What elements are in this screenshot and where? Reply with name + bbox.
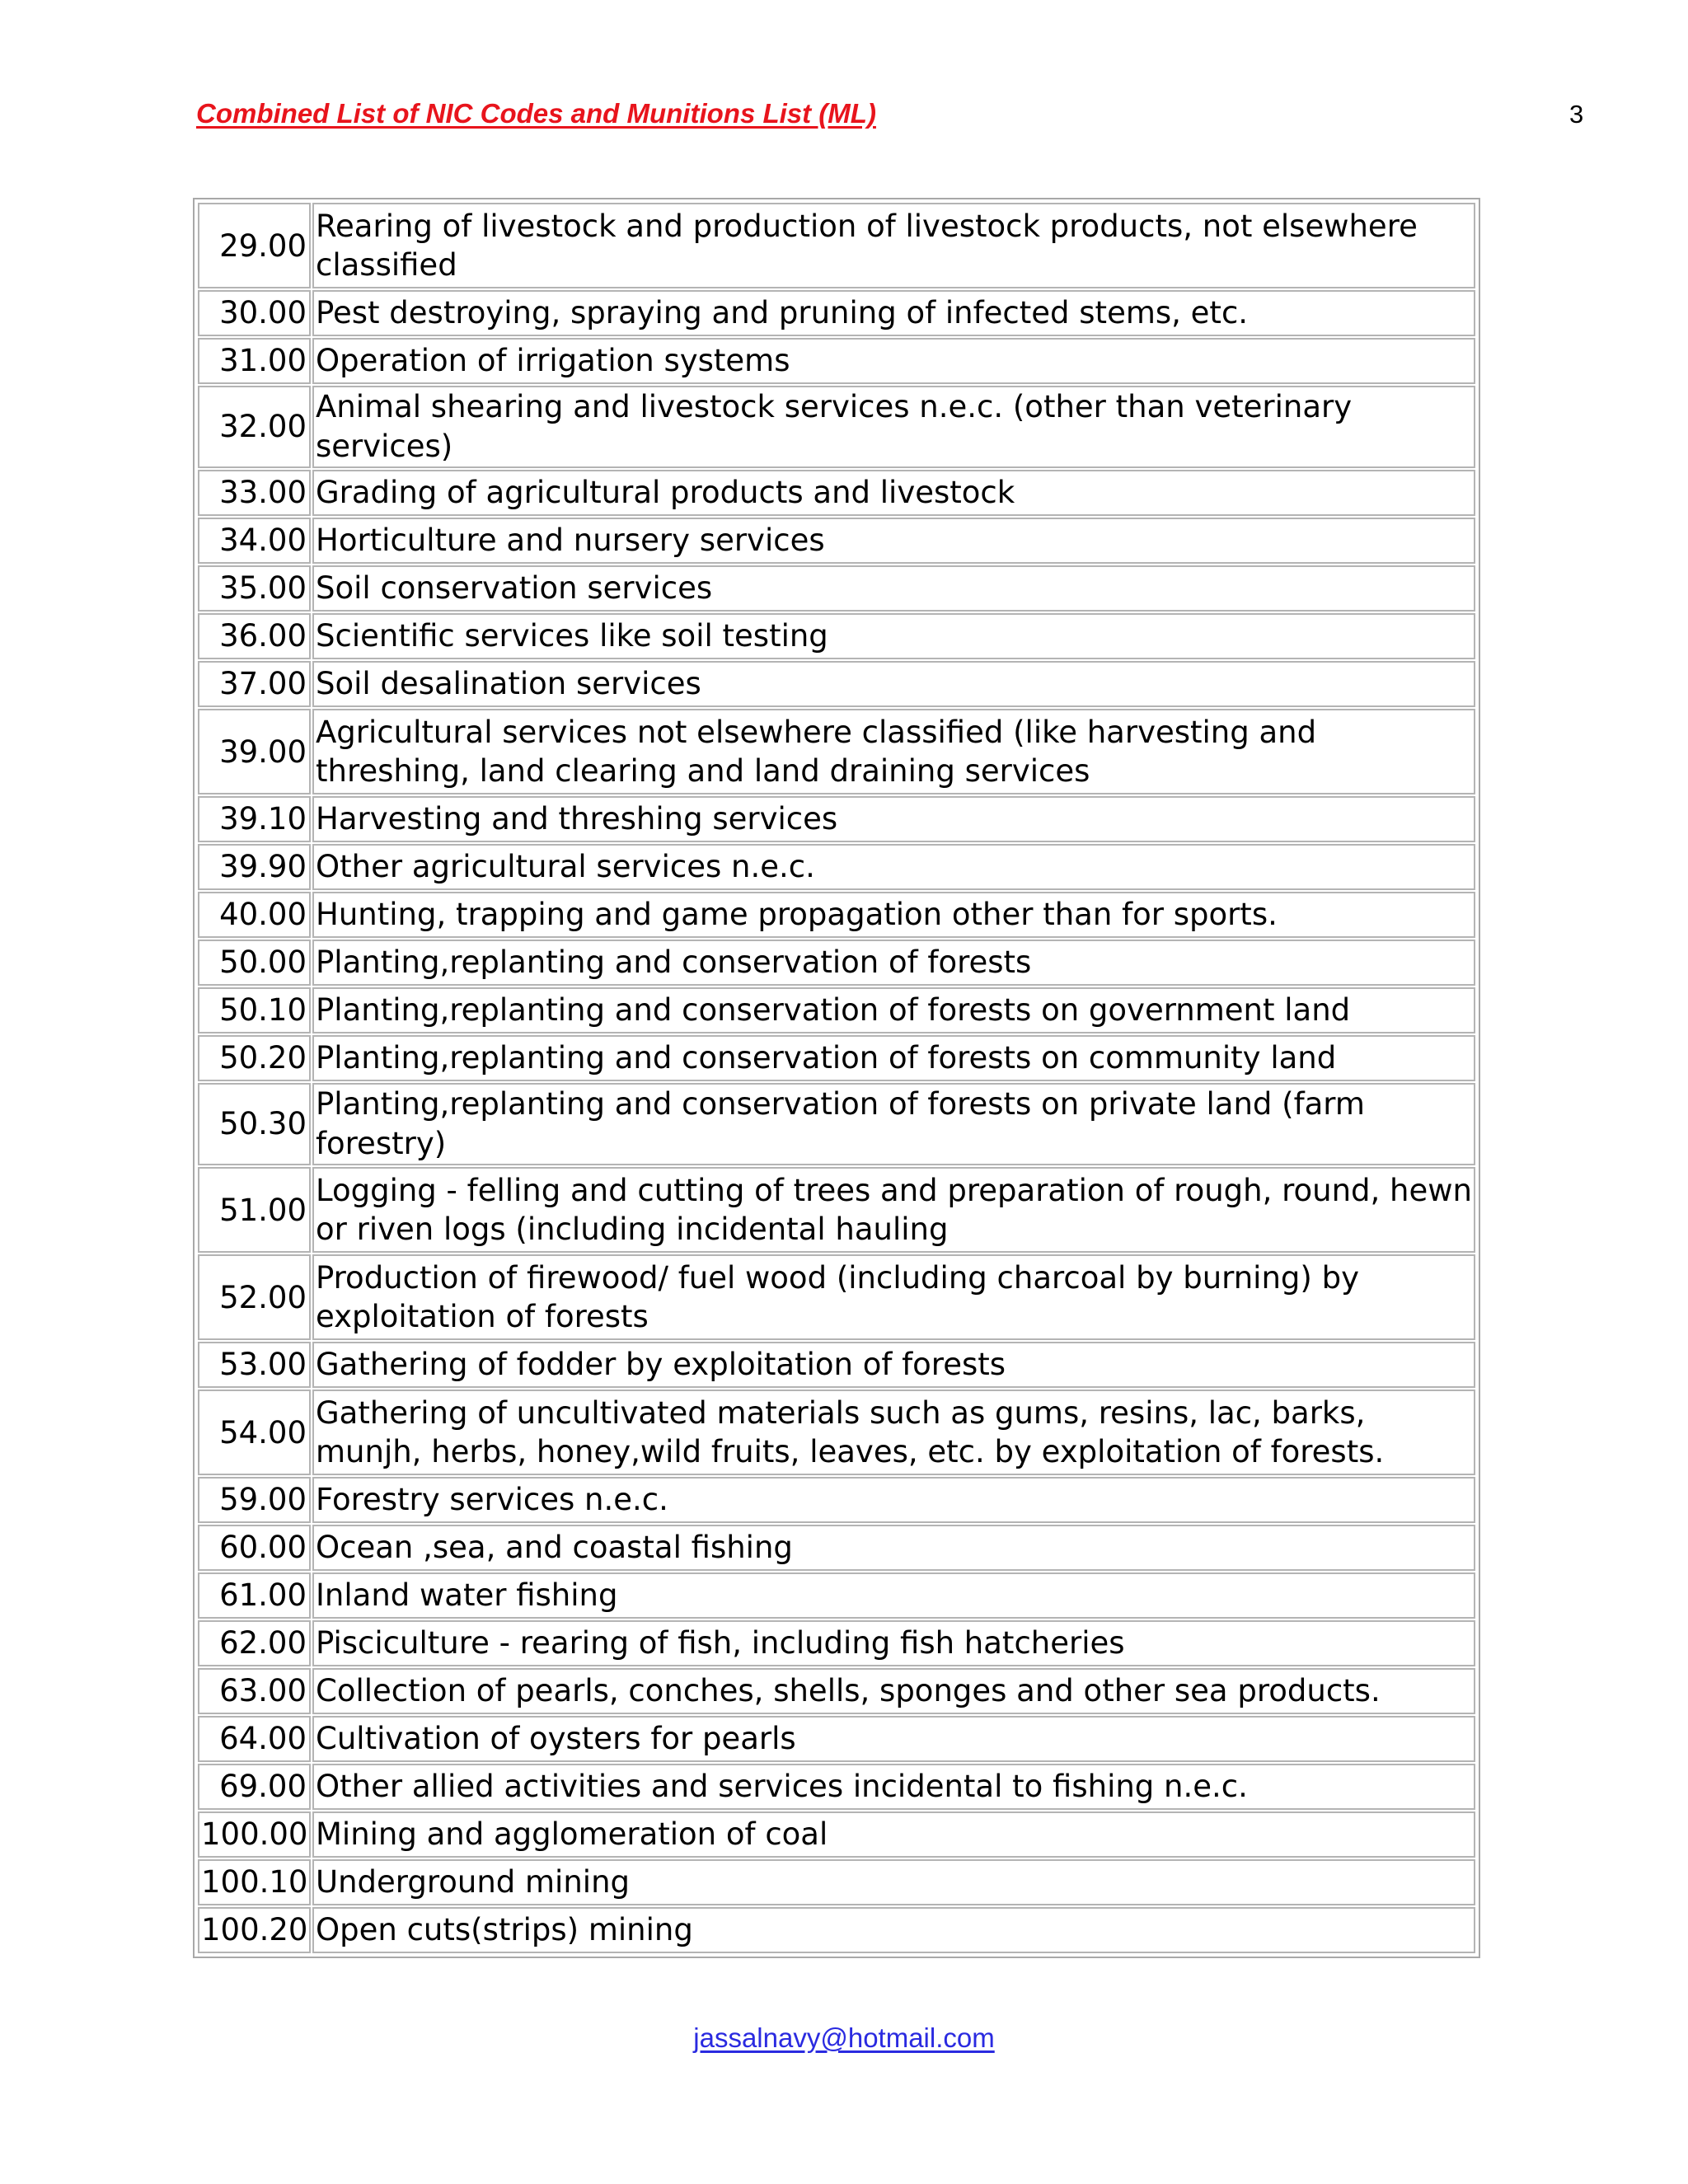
nic-code-cell: 30.00	[198, 290, 311, 336]
activity-description-cell: Other agricultural services n.e.c.	[312, 844, 1475, 890]
nic-code-cell: 37.00	[198, 661, 311, 707]
table-row	[198, 1620, 1475, 1666]
nic-code-cell: 39.10	[198, 796, 311, 842]
nic-code-cell: 100.20	[198, 1907, 311, 1953]
activity-description-cell: Horticulture and nursery services	[312, 518, 1475, 564]
page-header-title: Combined List of NIC Codes and Munitions List (ML)	[196, 98, 876, 129]
activity-description-cell: Soil conservation services	[312, 565, 1475, 612]
table-row	[198, 1716, 1475, 1762]
activity-description-cell: Hunting, trapping and game propagation other than for sports.	[312, 892, 1475, 938]
nic-code-cell: 36.00	[198, 613, 311, 659]
table-row	[198, 613, 1475, 659]
nic-code-table-body	[198, 203, 1475, 1953]
nic-code-cell: 51.00	[198, 1167, 311, 1253]
table-row	[198, 1859, 1475, 1905]
nic-code-cell: 52.00	[198, 1254, 311, 1340]
activity-description-cell: Gathering of fodder by exploitation of forests	[312, 1342, 1475, 1388]
table-row	[198, 1390, 1475, 1475]
table-row	[198, 203, 1475, 288]
nic-code-cell: 60.00	[198, 1525, 311, 1571]
nic-code-cell: 32.00	[198, 386, 311, 468]
table-row	[198, 844, 1475, 890]
table-row	[198, 1907, 1475, 1953]
nic-code-cell: 59.00	[198, 1477, 311, 1523]
table-row	[198, 338, 1475, 384]
table-row	[198, 1254, 1475, 1340]
nic-code-cell: 100.00	[198, 1811, 311, 1858]
nic-code-cell: 54.00	[198, 1390, 311, 1475]
nic-code-cell: 50.20	[198, 1035, 311, 1081]
nic-code-cell: 100.10	[198, 1859, 311, 1905]
table-row	[198, 565, 1475, 612]
activity-description-cell: Soil desalination services	[312, 661, 1475, 707]
activity-description-cell: Pest destroying, spraying and pruning of infected stems, etc.	[312, 290, 1475, 336]
activity-description-cell: Open cuts(strips) mining	[312, 1907, 1475, 1953]
activity-description-cell: Agricultural services not elsewhere classified (like harvesting and threshing, land clearing and land draining services	[312, 709, 1475, 794]
table-row	[198, 892, 1475, 938]
table-row	[198, 1083, 1475, 1165]
table-row	[198, 1668, 1475, 1714]
table-row	[198, 1572, 1475, 1619]
table-row	[198, 987, 1475, 1033]
activity-description-cell: Other allied activities and services incidental to fishing n.e.c.	[312, 1764, 1475, 1810]
activity-description-cell: Rearing of livestock and production of livestock products, not elsewhere classified	[312, 203, 1475, 288]
activity-description-cell: Ocean ,sea, and coastal fishing	[312, 1525, 1475, 1571]
activity-description-cell: Cultivation of oysters for pearls	[312, 1716, 1475, 1762]
nic-code-cell: 64.00	[198, 1716, 311, 1762]
nic-code-cell: 34.00	[198, 518, 311, 564]
activity-description-cell: Collection of pearls, conches, shells, sponges and other sea products.	[312, 1668, 1475, 1714]
nic-code-cell: 53.00	[198, 1342, 311, 1388]
table-row	[198, 1035, 1475, 1081]
table-row	[198, 518, 1475, 564]
footer-email-link[interactable]: jassalnavy@hotmail.com	[693, 2022, 995, 2053]
table-row	[198, 470, 1475, 516]
activity-description-cell: Animal shearing and livestock services n.e.c. (other than veterinary services)	[312, 386, 1475, 468]
activity-description-cell: Inland water fishing	[312, 1572, 1475, 1619]
table-row	[198, 1477, 1475, 1523]
activity-description-cell: Planting,replanting and conservation of forests on community land	[312, 1035, 1475, 1081]
activity-description-cell: Planting,replanting and conservation of forests on government land	[312, 987, 1475, 1033]
nic-code-cell: 31.00	[198, 338, 311, 384]
activity-description-cell: Scientific services like soil testing	[312, 613, 1475, 659]
activity-description-cell: Production of firewood/ fuel wood (including charcoal by burning) by exploitation of forests	[312, 1254, 1475, 1340]
activity-description-cell: Pisciculture - rearing of fish, including fish hatcheries	[312, 1620, 1475, 1666]
nic-code-cell: 61.00	[198, 1572, 311, 1619]
nic-code-cell: 40.00	[198, 892, 311, 938]
nic-code-cell: 63.00	[198, 1668, 311, 1714]
table-row	[198, 1764, 1475, 1810]
table-row	[198, 386, 1475, 468]
table-row	[198, 796, 1475, 842]
nic-code-cell: 50.10	[198, 987, 311, 1033]
activity-description-cell: Mining and agglomeration of coal	[312, 1811, 1475, 1858]
table-row	[198, 1811, 1475, 1858]
activity-description-cell: Operation of irrigation systems	[312, 338, 1475, 384]
activity-description-cell: Planting,replanting and conservation of forests on private land (farm forestry)	[312, 1083, 1475, 1165]
nic-code-table-container	[193, 198, 1480, 1958]
table-row	[198, 709, 1475, 794]
nic-code-cell: 50.30	[198, 1083, 311, 1165]
table-row	[198, 940, 1475, 986]
activity-description-cell: Logging - felling and cutting of trees and preparation of rough, round, hewn or riven logs (including incidental hauling	[312, 1167, 1475, 1253]
activity-description-cell: Grading of agricultural products and livestock	[312, 470, 1475, 516]
activity-description-cell: Gathering of uncultivated materials such as gums, resins, lac, barks, munjh, herbs, honey,wild fruits, leaves, etc. by exploitation of forests.	[312, 1390, 1475, 1475]
nic-code-cell: 39.00	[198, 709, 311, 794]
activity-description-cell: Planting,replanting and conservation of forests	[312, 940, 1475, 986]
table-row	[198, 290, 1475, 336]
table-row	[198, 1342, 1475, 1388]
nic-code-cell: 62.00	[198, 1620, 311, 1666]
table-row	[198, 1525, 1475, 1571]
nic-code-table	[196, 201, 1477, 1955]
activity-description-cell: Harvesting and threshing services	[312, 796, 1475, 842]
nic-code-cell: 29.00	[198, 203, 311, 288]
nic-code-cell: 50.00	[198, 940, 311, 986]
table-row	[198, 1167, 1475, 1253]
activity-description-cell: Underground mining	[312, 1859, 1475, 1905]
nic-code-cell: 33.00	[198, 470, 311, 516]
activity-description-cell: Forestry services n.e.c.	[312, 1477, 1475, 1523]
table-row	[198, 661, 1475, 707]
nic-code-cell: 69.00	[198, 1764, 311, 1810]
nic-code-cell: 39.90	[198, 844, 311, 890]
page-number: 3	[1569, 100, 1584, 129]
nic-code-cell: 35.00	[198, 565, 311, 612]
